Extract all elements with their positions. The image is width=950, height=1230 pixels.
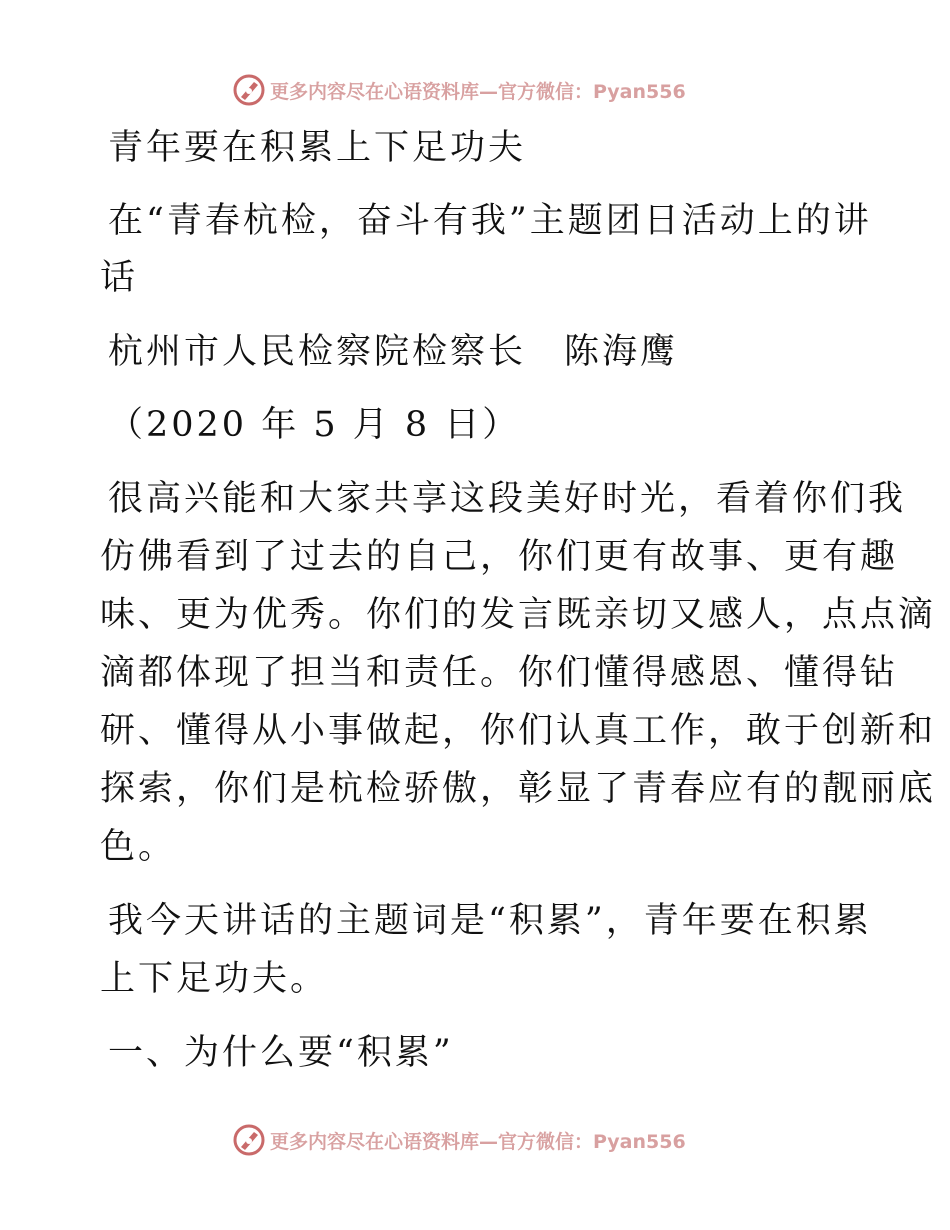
header-watermark: [232, 72, 686, 108]
document-subtitle-line-2: 话: [100, 258, 139, 298]
document-date: （2020 年 5 月 8 日）: [108, 405, 521, 445]
footer-watermark: [232, 1122, 686, 1158]
paragraph-1-line-2: 仿佛看到了过去的自己，你们更有故事、更有趣: [100, 537, 899, 577]
document-author: 杭州市人民检察院检察长 陈海鹰: [108, 332, 679, 372]
watermark-logo-icon: [232, 1123, 266, 1157]
watermark-text: 更多内容尽在心语资料库—官方微信：Pyan556: [270, 80, 686, 103]
paragraph-1-line-4: 滴都体现了担当和责任。你们懂得感恩、懂得钻: [100, 653, 899, 693]
paragraph-1-line-5: 研、懂得从小事做起，你们认真工作，敢于创新和: [100, 711, 937, 751]
paragraph-2-line-2: 上下足功夫。: [100, 959, 329, 999]
section-heading-1: 一、为什么要“积累”: [108, 1033, 454, 1073]
paragraph-1-line-1: 很高兴能和大家共享这段美好时光，看着你们我: [108, 479, 907, 519]
document-subtitle-line-1: 在“青春杭检，奋斗有我”主题团日活动上的讲: [108, 201, 872, 241]
document-title: 青年要在积累上下足功夫: [108, 128, 527, 168]
paragraph-1-line-6: 探索，你们是杭检骄傲，彰显了青春应有的靓丽底: [100, 769, 937, 809]
paragraph-1-line-3: 味、更为优秀。你们的发言既亲切又感人，点点滴: [100, 595, 937, 635]
watermark-text: 更多内容尽在心语资料库—官方微信：Pyan556: [270, 1130, 686, 1153]
watermark-logo-icon: [232, 73, 266, 107]
paragraph-1-line-7: 色。: [100, 827, 177, 867]
paragraph-2-line-1: 我今天讲话的主题词是“积累”，青年要在积累: [108, 901, 872, 941]
